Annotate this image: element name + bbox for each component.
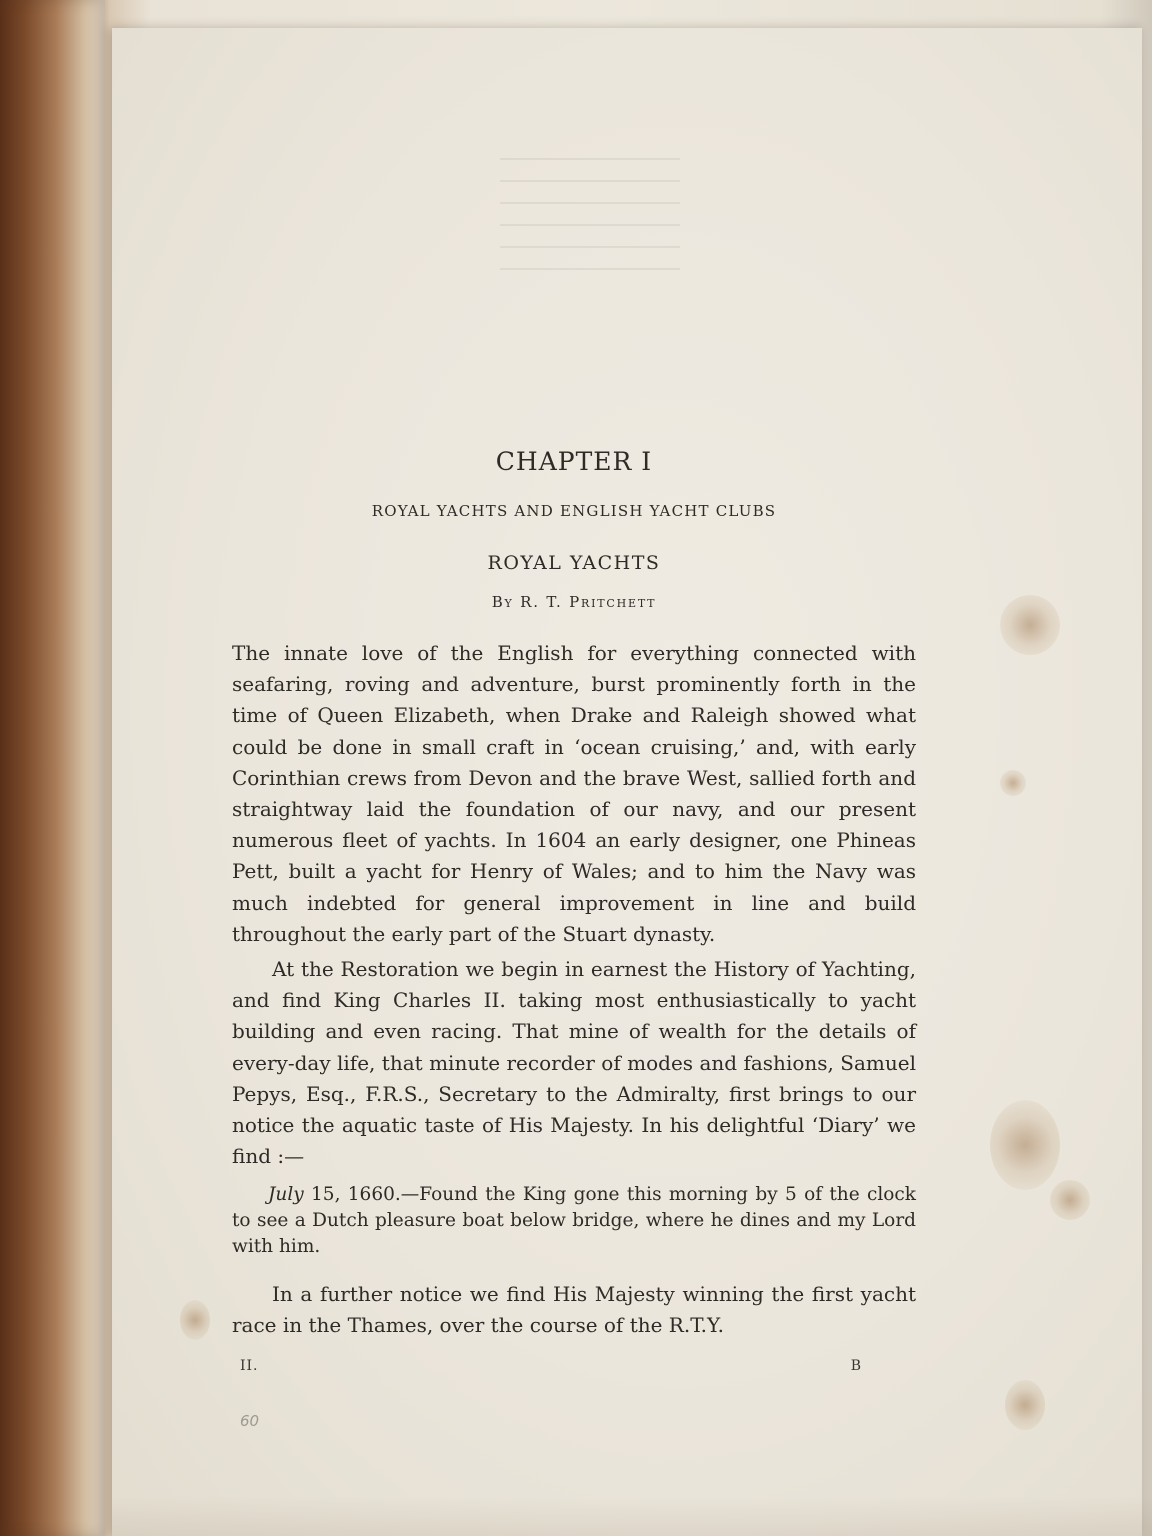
quote-text: 15, 1660.—Found the King gone this morning by 5 of the clock to see a Dutch pleasure boat below bridge, where he dines and my Lord with him. [232, 1184, 916, 1258]
paragraph-3: In a further notice we find His Majesty winning the first yacht race in the Thames, over the course of the R.T.Y. [232, 1281, 916, 1338]
paragraph-2: At the Restoration we begin in earnest the History of Yachting, and find King Charles II. taking most enthusiastically to yacht building and even racing. That mine of wealth for the details of every-day life, that minute recorder of modes and fashions, Samuel Pepys, Esq., F.R.S., Secretary to the Admiralty, first brings to our notice the aquatic taste of His Majesty. In his delightful ‘Diary’ we find :— [232, 957, 916, 1169]
foxing-spot [1050, 1180, 1090, 1220]
signature-mark: B [850, 1358, 862, 1374]
volume-number: II. [240, 1358, 259, 1374]
chapter-subtitle: ROYAL YACHTS AND ENGLISH YACHT CLUBS [371, 502, 777, 520]
paragraph-1: The innate love of the English for everything connected with seafaring, roving and adventure, burst prominently forth in the time of Queen Elizabeth, when Drake and Raleigh showed what could be done in small craft in ‘ocean cruising,’ and, with early Corinthian crews from Devon and the brave West, sallied forth and straightway laid the foundation of our navy, and our present numerous fleet of yachts. In 1604 an early designer, one Phineas Pett, built a yacht for Henry of Wales; and to him the Navy was much indebted for general improvement in line and build throughout the early part of the Stuart dynasty. [232, 641, 916, 946]
foxing-spot [990, 1100, 1060, 1190]
foxing-spot [1005, 1380, 1045, 1430]
page-edge-shadow [112, 1496, 1152, 1536]
foxing-spot [180, 1300, 210, 1340]
author-byline: By R. T. Pritchett [491, 593, 657, 611]
pencil-annotation: 60 [240, 1412, 260, 1430]
foxing-spot [1000, 595, 1060, 655]
book-binding [0, 0, 105, 1536]
foxing-spot [1000, 770, 1026, 796]
diary-quote [232, 1182, 916, 1260]
show-through-text [500, 150, 680, 270]
quote-date: July [268, 1184, 304, 1206]
chapter-title: CHAPTER I [495, 447, 653, 476]
page-text [232, 440, 916, 1341]
section-title: ROYAL YACHTS [487, 552, 661, 574]
